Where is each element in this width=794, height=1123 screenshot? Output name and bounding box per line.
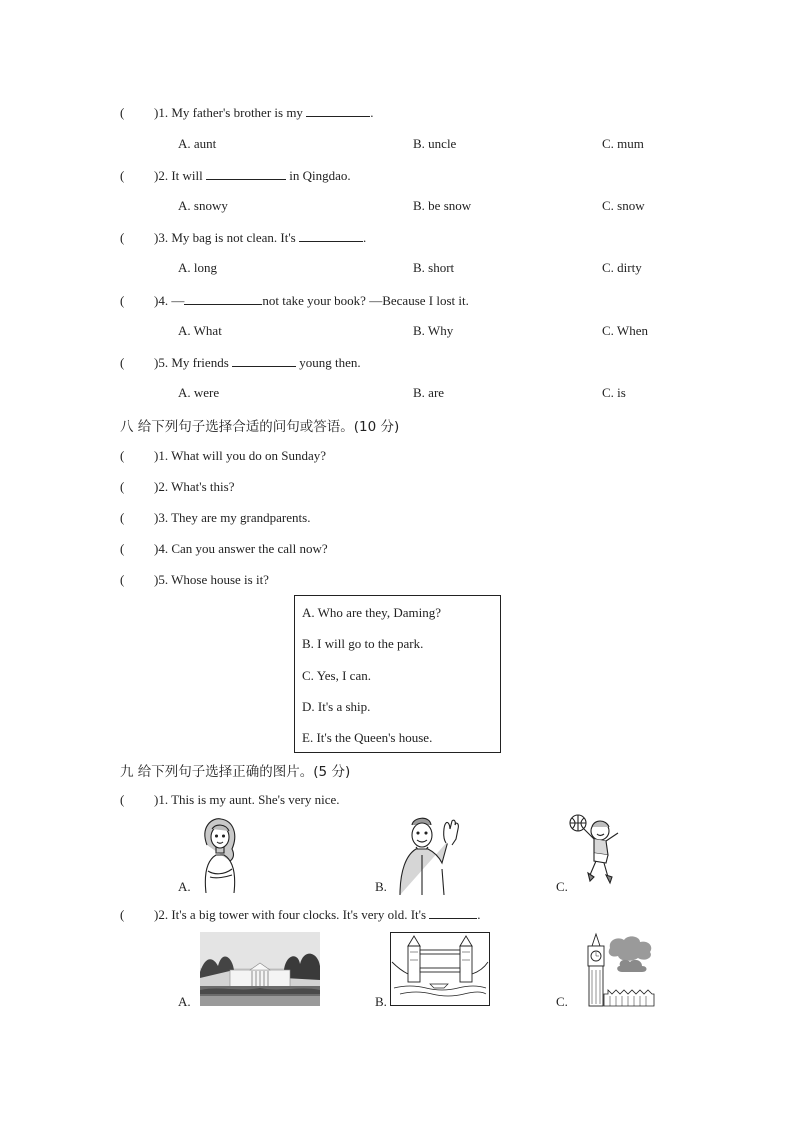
question-text-end: .: [370, 105, 374, 120]
question-7-4: [120, 292, 469, 309]
question-8-5: [120, 572, 269, 588]
open-paren: (: [120, 448, 125, 463]
question-7-5: [120, 354, 361, 371]
option-b[interactable]: B. be snow: [413, 198, 472, 213]
answer-blank[interactable]: [299, 229, 363, 242]
answer-choices-box: [294, 595, 501, 753]
section-heading-8: 八 给下列句子选择合适的问句或答语。(10 分): [120, 419, 400, 435]
open-paren: (: [120, 293, 125, 308]
option-b[interactable]: B. Why: [413, 323, 454, 338]
question-7-1: [120, 104, 373, 121]
question-text: 1. My father's brother is my: [158, 105, 307, 120]
option-c[interactable]: C. snow: [602, 198, 645, 213]
close-paren: ): [154, 907, 159, 922]
choice-c: C. Yes, I can.: [302, 668, 371, 683]
answer-blank[interactable]: [232, 354, 296, 367]
open-paren: (: [120, 168, 125, 183]
close-paren: ): [154, 355, 159, 370]
question-8-3: [120, 510, 310, 526]
option-a[interactable]: A. snowy: [178, 198, 228, 213]
open-paren: (: [120, 479, 125, 494]
question-9-1: [120, 792, 340, 808]
open-paren: (: [120, 792, 125, 807]
question-7-3: [120, 229, 366, 246]
big-ben-drawing[interactable]: [570, 932, 656, 1008]
answer-blank[interactable]: [206, 167, 286, 180]
option-c[interactable]: C. When: [602, 323, 648, 338]
close-paren: ): [154, 572, 159, 587]
question-7-2: [120, 167, 351, 184]
question-text: 2. What's this?: [158, 479, 235, 494]
option-a[interactable]: A. aunt: [178, 136, 217, 151]
picture-label-a[interactable]: A.: [178, 994, 191, 1009]
answer-blank[interactable]: [306, 104, 370, 117]
question-text: 1. What will you do on Sunday?: [158, 448, 327, 463]
question-text-end: .: [477, 907, 481, 922]
close-paren: ): [154, 510, 159, 525]
picture-label-c[interactable]: C.: [556, 879, 568, 894]
section-heading-9: 九 给下列句子选择正确的图片。(5 分): [120, 764, 351, 780]
open-paren: (: [120, 355, 125, 370]
question-8-1: [120, 448, 326, 464]
close-paren: ): [154, 448, 159, 463]
close-paren: ): [154, 293, 159, 308]
option-c[interactable]: C. dirty: [602, 260, 642, 275]
option-c[interactable]: C. mum: [602, 136, 644, 151]
picture-label-b[interactable]: B.: [375, 879, 387, 894]
option-a[interactable]: A. What: [178, 323, 222, 338]
option-b[interactable]: B. uncle: [413, 136, 457, 151]
question-text-end: not take your book? —Because I lost it.: [262, 293, 469, 308]
question-text: 3. My bag is not clean. It's: [158, 230, 299, 245]
close-paren: ): [154, 479, 159, 494]
close-paren: ): [154, 105, 159, 120]
white-house-photo[interactable]: [200, 932, 320, 1006]
open-paren: (: [120, 907, 125, 922]
question-text: 4. Can you answer the call now?: [158, 541, 328, 556]
tower-bridge-drawing[interactable]: [390, 932, 490, 1006]
open-paren: (: [120, 230, 125, 245]
choice-e: E. It's the Queen's house.: [302, 730, 433, 745]
choice-d: D. It's a ship.: [302, 699, 371, 714]
close-paren: ): [154, 792, 159, 807]
option-a[interactable]: A. long: [178, 260, 217, 275]
picture-label-b[interactable]: B.: [375, 994, 387, 1009]
question-8-2: [120, 479, 234, 495]
option-a[interactable]: A. were: [178, 385, 220, 400]
option-c[interactable]: C. is: [602, 385, 626, 400]
picture-label-a[interactable]: A.: [178, 879, 191, 894]
question-8-4: [120, 541, 328, 557]
choice-b: B. I will go to the park.: [302, 636, 424, 651]
question-text-end: young then.: [296, 355, 361, 370]
close-paren: ): [154, 168, 159, 183]
answer-blank[interactable]: [184, 292, 262, 305]
question-text: 4. —: [158, 293, 185, 308]
close-paren: ): [154, 541, 159, 556]
question-text: 3. They are my grandparents.: [158, 510, 311, 525]
boy-basketball-illustration[interactable]: [564, 813, 624, 891]
question-text: 5. My friends: [158, 355, 233, 370]
close-paren: ): [154, 230, 159, 245]
open-paren: (: [120, 105, 125, 120]
woman-illustration[interactable]: [194, 815, 244, 895]
picture-label-c[interactable]: C.: [556, 994, 568, 1009]
answer-blank[interactable]: [429, 906, 477, 919]
question-9-2: [120, 906, 481, 923]
question-text-end: in Qingdao.: [286, 168, 351, 183]
question-text-end: .: [362, 230, 367, 245]
question-text: 5. Whose house is it?: [158, 572, 269, 587]
option-b[interactable]: B. are: [413, 385, 445, 400]
open-paren: (: [120, 572, 125, 587]
open-paren: (: [120, 510, 125, 525]
choice-a: A. Who are they, Daming?: [302, 605, 441, 620]
question-text: 2. It's a big tower with four clocks. It's very old. It's: [158, 907, 430, 922]
question-text: 1. This is my aunt. She's very nice.: [158, 792, 340, 807]
question-text: 2. It will: [158, 168, 207, 183]
waving-man-illustration[interactable]: [396, 815, 464, 895]
option-b[interactable]: B. short: [413, 260, 455, 275]
open-paren: (: [120, 541, 125, 556]
